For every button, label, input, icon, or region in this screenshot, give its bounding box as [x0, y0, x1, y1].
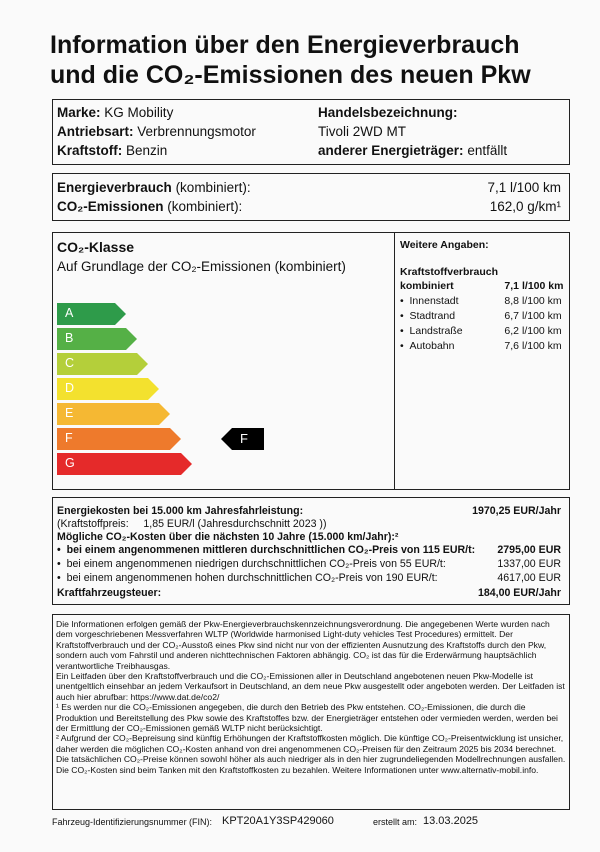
fuel-item-value: 6,2	[504, 325, 519, 337]
fuel-item-label: Stadtrand	[409, 310, 456, 322]
energie-value: 7,1 l/100 km	[487, 180, 561, 195]
anderer-label: anderer Energieträger:	[318, 143, 464, 158]
divider	[394, 233, 395, 489]
tax-label: Kraftfahrzeugsteuer:	[57, 587, 162, 599]
title-line-2: und die CO₂-Emissionen des neuen Pkw	[50, 61, 531, 89]
combined-label: kombiniert	[400, 280, 454, 292]
fuel-item-value: 7,6	[504, 340, 519, 352]
antrieb-value: Verbrennungsmotor	[137, 124, 256, 139]
fuel-item-unit: l/100 km	[522, 295, 562, 307]
antrieb-label: Antriebsart:	[57, 124, 134, 139]
consumption-box	[52, 173, 570, 221]
low-price-label: bei einem angenommenen niedrigen durchschnittlichen CO₂-Preis von 55 EUR/t:	[66, 558, 446, 570]
co2-label: CO₂-Emissionen	[57, 199, 164, 214]
handel-label: Handelsbezeichnung:	[318, 105, 458, 120]
energy-cost-label: Energiekosten bei 15.000 km Jahresfahrleistung:	[57, 505, 304, 517]
fin-label: Fahrzeug-Identifizierungsnummer (FIN):	[52, 817, 213, 827]
co2-class-letter-e: E	[65, 406, 74, 420]
fuel-item-value: 8,8	[504, 295, 519, 307]
price-value: 1,85 EUR/l (Jahresdurchschnitt 2023 ))	[143, 518, 327, 530]
co2-class-bar-d	[57, 378, 159, 400]
info-text	[56, 619, 566, 775]
co2-class-box: CO₂-Klasse Auf Grundlage der CO₂-Emissionen (kombiniert) A B C D E F G F Weitere Angaben: Kraftstoffverbrauch kombiniert 7,1 l/100 km • Innenstadt 8,8 l/100 km • Stadtrand 6,7 l/100 km • Landstraße 6,2 l/100 km • Autobahn 7,6 l/100 km	[52, 232, 570, 490]
co2-class-letter-f: F	[65, 431, 73, 445]
fuel-item-value: 6,7	[504, 310, 519, 322]
energie-label: Energieverbrauch	[57, 180, 172, 195]
low-price-value: 1337,00 EUR	[497, 558, 561, 570]
fuel-item-label: Innenstadt	[409, 295, 459, 307]
co2-class-letter-d: D	[65, 381, 75, 395]
info-paragraph-2: Ein Leitfaden über den Kraftstoffverbrauch und die CO₂-Emissionen aller in Deutschland angebotenen neuen Pkw-Modelle ist unentgeltlich einsehbar an jedem Verkaufsort in Deutschland, an dem neue Pkw ausgestellt oder angeboten werden. Der Leitfaden ist auch hier abrufbar: https://www.dat.de/co2/	[56, 671, 565, 702]
high-price-value: 4617,00 EUR	[497, 572, 561, 584]
combined-unit: l/100 km	[522, 280, 564, 292]
co2-class-letter-a: A	[65, 306, 74, 320]
co2-class-bar-a	[57, 303, 126, 325]
fuel-item-label: Landstraße	[409, 325, 463, 337]
current-class-indicator	[221, 428, 264, 450]
co2-cost-label: Mögliche CO₂-Kosten über die nächsten 10 Jahre (15.000 km/Jahr):²	[57, 531, 399, 543]
co2-value: 162,0 g/km¹	[489, 199, 561, 214]
price-label: (Kraftstoffpreis:	[57, 518, 129, 530]
page-title	[50, 30, 531, 90]
footnote-2: ² Aufgrund der CO₂-Bepreisung sind künftig Erhöhungen der Kraftstoffkosten möglich. Die künftige CO₂-Preisentwicklung ist unsicher, daher werden die möglichen CO₂-Kosten anhand von drei angenommenen CO₂-Preisen für den Zeitraum 2025 bis 2034 berechnet. Die tatsächlichen CO₂-Preise können sowohl höher als auch niedriger als in den hier zugrundeliegenden Modellrechnungen ausfallen. Die CO₂-Kosten sind beim Tanken mit den Kraftstoffkosten zu bezahlen. Weitere Informationen unter www.alternativ-mobil.info.	[56, 733, 566, 775]
co2-class-letter-c: C	[65, 356, 75, 370]
info-box	[52, 614, 570, 810]
current-class-letter: F	[240, 431, 248, 446]
costs-box: Energiekosten bei 15.000 km Jahresfahrleistung: 1970,25 EUR/Jahr (Kraftstoffpreis: 1,85 EUR/l (Jahresdurchschnitt 2023 )) Mögliche CO₂-Kosten über die nächsten 10 Jahre (15.000 km/Jahr):² • bei einem angenommenen mittleren durchschnittlichen CO₂-Preis von 115 EUR/t: 2795,00 EUR • bei einem angenommenen niedrigen durchschnittlichen CO₂-Preis von 55 EUR/t: 1337,00 EUR • bei einem angenommenen hohen durchschnittlichen CO₂-Preis von 190 EUR/t: 4617,00 EUR Kraftfahrzeugsteuer: 184,00 EUR/Jahr	[52, 497, 570, 605]
fuel-item-unit: l/100 km	[522, 310, 562, 322]
co2-class-subheading: Auf Grundlage der CO₂-Emissionen (kombiniert)	[57, 259, 346, 274]
fin-value: KPT20A1Y3SP429060	[222, 815, 334, 827]
title-line-1: Information über den Energieverbrauch	[50, 31, 520, 59]
fuel-item-label: Autobahn	[409, 340, 455, 352]
vehicle-info-box	[52, 99, 570, 165]
footnote-1: ¹ Es werden nur die CO₂-Emissionen angegeben, die durch den Betrieb des Pkw entstehen. CO₂-Emissionen, die durch die Produktion und Bereitstellung des Pkw sowie des Kraftstoffes bzw. der Energieträger entstehen oder vermieden werden, werden bei der Ermittlung der CO₂-Emissionen gemäß WLTP nicht berücksichtigt.	[56, 702, 558, 734]
fuel-item-unit: l/100 km	[522, 325, 562, 337]
handel-value: Tivoli 2WD MT	[318, 124, 406, 139]
co2-class-letter-b: B	[65, 331, 74, 345]
high-price-label: bei einem angenommenen hohen durchschnittlichen CO₂-Preis von 190 EUR/t:	[66, 572, 438, 584]
energie-suffix: (kombiniert):	[175, 180, 251, 195]
mid-price-value: 2795,00 EUR	[497, 544, 561, 556]
co2-class-bar-c	[57, 353, 148, 375]
co2-class-heading: CO₂-Klasse	[57, 239, 135, 255]
fuel-heading: Kraftstoffverbrauch	[400, 266, 499, 278]
further-heading: Weitere Angaben:	[400, 239, 489, 251]
co2-class-bar-f	[57, 428, 181, 450]
co2-suffix: (kombiniert):	[167, 199, 243, 214]
anderer-value: entfällt	[467, 143, 508, 158]
date-value: 13.03.2025	[423, 815, 479, 827]
kraftstoff-label: Kraftstoff:	[57, 143, 123, 158]
co2-class-bar-g	[57, 453, 192, 475]
combined-value: 7,1	[504, 280, 519, 292]
info-paragraph-1: Die Informationen erfolgen gemäß der Pkw-Energieverbrauchskennzeichnungsverordnung. Die angegebenen Werte wurden nach dem vorgeschriebenen Messverfahren WLTP (Worldwide harmonised Light-duty vehicles Test Procedures) ermittelt. Der Kraftstoffverbrauch und der CO₂-Ausstoß eines Pkw sind nicht nur von der effizienten Ausnutzung des Kraftstoffs durch den Pkw, sondern auch vom Fahrstil und anderen nichttechnischen Faktoren abhängig. CO₂ ist das für die Erderwärmung hauptsächlich verantwortliche Treibhausgas.	[56, 619, 550, 671]
marke-label: Marke:	[57, 105, 101, 120]
co2-class-bar-b	[57, 328, 137, 350]
date-label: erstellt am:	[373, 817, 418, 827]
co2-class-letter-g: G	[65, 456, 75, 470]
energy-cost-value: 1970,25 EUR/Jahr	[472, 505, 561, 517]
mid-price-label: bei einem angenommenen mittleren durchschnittlichen CO₂-Preis von 115 EUR/t:	[66, 544, 476, 556]
co2-class-bar-e	[57, 403, 170, 425]
kraftstoff-value: Benzin	[126, 143, 168, 158]
fuel-item-unit: l/100 km	[522, 340, 562, 352]
marke-value: KG Mobility	[104, 105, 174, 120]
tax-value: 184,00 EUR/Jahr	[477, 587, 561, 599]
